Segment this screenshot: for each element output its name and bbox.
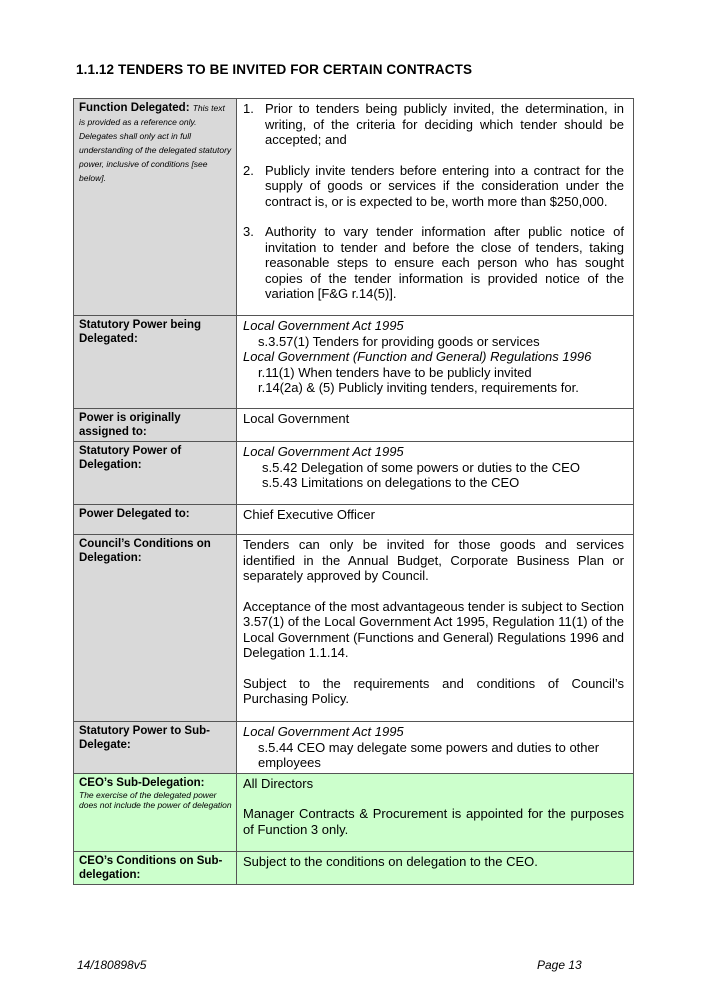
- label-note: The exercise of the delegated power does not include the power of delegation: [79, 789, 232, 810]
- condition-paragraph: Acceptance of the most advantageous tender is subject to Section 3.57(1) of the Local Government Act 1995, Regulation 11(1) of the Local Government (Functions and General) Regulations 1996 and Delegation 1.1.14.: [243, 598, 624, 660]
- label-note: This text is provided as a reference only. Delegates shall only act in full understanding of the delegated statutory power, inclusive of conditions [see below].: [79, 103, 232, 183]
- value-council-conditions: [237, 535, 634, 722]
- act-section: s.5.44 CEO may delegate some powers and duties to other employees: [258, 739, 600, 770]
- row-ceo-conditions: [74, 851, 634, 884]
- value-originally-assigned: Local Government: [237, 409, 634, 442]
- row-power-of-delegation: [74, 442, 634, 505]
- act-section: s.5.42 Delegation of some powers or duties to the CEO: [262, 459, 580, 475]
- value-power-of-delegation: [237, 442, 634, 505]
- footer-page-number: Page 13: [537, 958, 582, 972]
- list-item: 1. Prior to tenders being publicly invited, the determination, in writing, of the criteria for deciding which tender should be accepted; and: [243, 101, 624, 147]
- label-statutory-power: Statutory Power being Delegated:: [74, 316, 237, 409]
- row-delegated-to: [74, 505, 634, 535]
- label-text: Function Delegated:: [79, 102, 190, 114]
- act-section: s.3.57(1) Tenders for providing goods or services: [258, 333, 540, 349]
- row-function-delegated: [74, 99, 634, 316]
- act-section: r.11(1) When tenders have to be publicly invited: [258, 364, 532, 380]
- label-text: CEO’s Sub-Delegation:: [79, 776, 205, 789]
- act-title: Local Government (Function and General) Regulations 1996: [243, 349, 592, 364]
- act-title: Local Government Act 1995: [243, 724, 404, 739]
- label-function-delegated: [74, 99, 237, 316]
- row-statutory-power: [74, 316, 634, 409]
- value-statutory-power: [237, 316, 634, 409]
- label-sub-delegate: Statutory Power to Sub-Delegate:: [74, 722, 237, 774]
- row-council-conditions: [74, 535, 634, 722]
- row-sub-delegate: [74, 722, 634, 774]
- act-title: Local Government Act 1995: [243, 318, 404, 333]
- label-ceo-sub-delegation: [74, 773, 237, 851]
- list-item: 2. Publicly invite tenders before entering into a contract for the supply of goods or services if the consideration under the contract is, or is expected to be, worth more than $250,000.: [243, 162, 624, 209]
- act-section: r.14(2a) & (5) Publicly inviting tenders, requirements for.: [258, 380, 579, 395]
- act-section: s.5.43 Limitations on delegations to the CEO: [262, 475, 520, 490]
- condition-paragraph: Tenders can only be invited for those goods and services identified in the Annual Budget, Corporate Business Plan or separately approved by Council.: [243, 537, 624, 583]
- value-function-delegated: [237, 99, 634, 316]
- label-council-conditions: Council’s Conditions on Delegation:: [74, 535, 237, 722]
- value-ceo-sub-delegation: [237, 773, 634, 851]
- sub-delegate-list: All Directors: [243, 775, 314, 791]
- footer-document-ref: 14/180898v5: [77, 958, 147, 972]
- label-delegated-to: Power Delegated to:: [74, 505, 237, 535]
- act-title: Local Government Act 1995: [243, 444, 404, 459]
- delegation-table: [73, 98, 634, 885]
- label-originally-assigned: Power is originally assigned to:: [74, 409, 237, 442]
- value-sub-delegate: [237, 722, 634, 774]
- label-power-of-delegation: Statutory Power of Delegation:: [74, 442, 237, 505]
- condition-paragraph: Subject to the requirements and conditions of Council’s Purchasing Policy.: [243, 675, 624, 706]
- list-item: 3. Authority to vary tender information after public notice of invitation to tender and before the close of tenders, taking reasonable steps to ensure each person who has sought copies of the tender information is provided notice of the variation [F&G r.14(5)].: [243, 224, 624, 301]
- value-ceo-conditions: Subject to the conditions on delegation to the CEO.: [237, 851, 634, 884]
- sub-delegate-note: Manager Contracts & Procurement is appointed for the purposes of Function 3 only.: [243, 806, 624, 837]
- value-delegated-to: Chief Executive Officer: [237, 505, 634, 535]
- row-ceo-sub-delegation: [74, 773, 634, 851]
- page-title: 1.1.12 TENDERS TO BE INVITED FOR CERTAIN CONTRACTS: [76, 62, 473, 77]
- row-originally-assigned: [74, 409, 634, 442]
- label-ceo-conditions: CEO’s Conditions on Sub-delegation:: [74, 851, 237, 884]
